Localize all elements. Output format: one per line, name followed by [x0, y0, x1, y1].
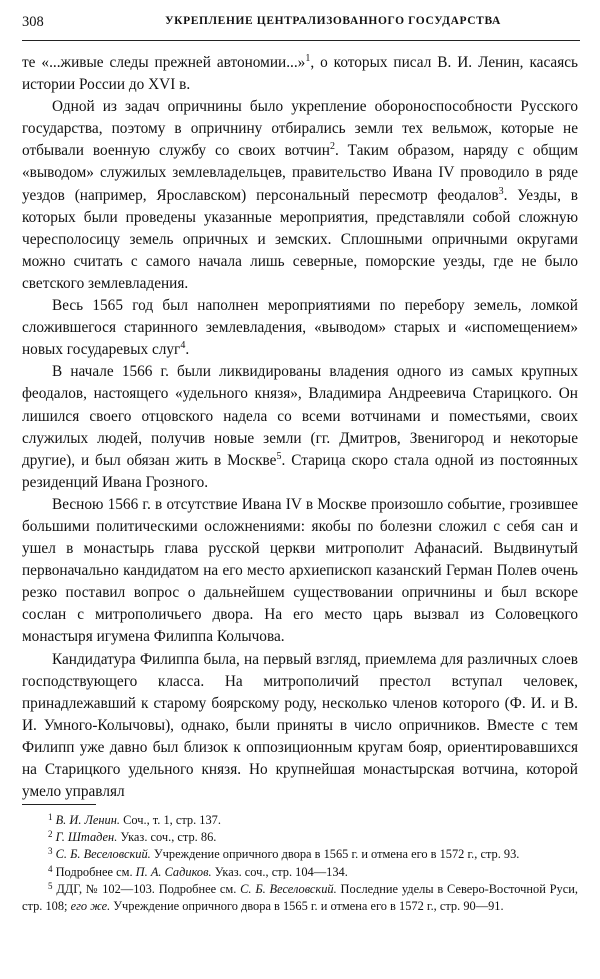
paragraph: Одной из задач опричнины было укрепление обороноспособности Русского государства, поэтому в опричнину отбирались земли тех вельмож, которые не отбывали военную службу со своих вотчин$^2$. Таким образом, наряду с общим «выводом» служилых землевладельцев, правительство Ивана IV проводило в ряде уездов (например, Ярославском) персональный пересмотр феодалов$^3$. Уезды, в которых были проведены указанные мероприятия, представляли собой сложную чересполосицу земель опричных и земских. Сплошными опричными округами можно считать с самого начала лишь северные, поморские уезды, где не было светского землевладения.: [22, 98, 579, 292]
footnote: $^1$ В. И. Ленин. Соч., т. 1, стр. 137.: [48, 812, 221, 827]
footnote-author: С. Б. Веселовский.: [240, 881, 337, 896]
header-rule: [22, 40, 580, 41]
footnote-ref: 1: [305, 53, 311, 64]
paragraph: В начале 1566 г. были ликвидированы владения одного из самых крупных феодалов, настоящего «удельного князя», Владимира Андреевича Старицкого. Он лишился своего отцовского надела со всеми вотчинами и поместьями, своих служилых людей, получив новые земли (гг. Дмитров, Звенигород и некоторые другие), и был обязан жить в Москве$^5$. Старица скоро стала одной из постоянных резиденций Ивана Грозного.: [22, 363, 579, 491]
running-title: УКРЕПЛЕНИЕ ЦЕНТРАЛИЗОВАННОГО ГОСУДАРСТВА: [165, 15, 501, 27]
paragraph: те «...живые следы прежней автономии...»$^1$, о которых писал В. И. Ленин, касаясь истории России до XVI в.: [22, 53, 579, 94]
main-text: [22, 52, 578, 803]
paragraph: Весною 1566 г. в отсутствие Ивана IV в Москве произошло событие, грозившее большими политическими осложнениями: якобы по болезни сложил с себя сан и ушел в монастырь глава русской церкви митрополит Афанасий. Выдвинутый первоначально кандидатом на его место архиепископ казанский Герман Полев очень резко поставил вопрос о дальнейшем существовании опричнины и был вскоре сослан с митрополичьего двора. На его место царь вызвал из Соловецкого монастыря игумена Филиппа Колычова.: [22, 495, 578, 646]
footnote-author: Г. Штаден.: [55, 830, 118, 845]
footnote-author: его же.: [70, 899, 111, 914]
footnote-rule: [22, 804, 96, 805]
footnote: $^4$ Подробнее см. П. А. Садиков. Указ. соч., стр. 104—134.: [48, 863, 348, 879]
paragraph: Кандидатура Филиппа была, на первый взгляд, приемлема для различных слоев господствующего класса. На митрополичий престол вступал человек, принадлежавший к старому боярскому роду, несколько членов которого (Ф. И. и В. И. Умного-Колычовы), однако, были приняты в число опричников. Вместе с тем Филипп уже давно был близок к оппозиционным кругам бояр, ориентировавшихся на Старицкого удельного князя. Но крупнейшая монастырская вотчина, которой умело управлял: [22, 650, 578, 801]
footnote-ref: 4: [180, 340, 186, 352]
footnote-ref: 3: [498, 185, 504, 197]
footnote-author: С. Б. Веселовский.: [55, 847, 151, 862]
page-header: [22, 14, 578, 40]
footnote-author: В. И. Ленин.: [55, 813, 120, 827]
footnote-ref: 5: [276, 450, 282, 462]
footnote: $^3$ С. Б. Веселовский. Учреждение опричного двора в 1565 г. и отмена его в 1572 г., стр. 93.: [48, 846, 520, 862]
paragraph: Весь 1565 год был наполнен мероприятиями по перебору земель, ломкой сложившегося старинного землевладения, «выводом» старых и «испомещением» новых государевых слуг$^4$.: [22, 297, 578, 359]
footnote: $^2$ Г. Штаден. Указ. соч., стр. 86.: [48, 829, 217, 845]
footnote-author: П. А. Садиков.: [135, 864, 212, 879]
page-number: 308: [22, 14, 44, 30]
footnote: $^5$ ДДГ, № 102—103. Подробнее см. С. Б. Веселовский. Последние уделы в Северо-Восточной Руси, стр. 108; его же. Учреждение опричного двора в 1565 г. и отмена его в 1572 г., стр. 90—91.: [22, 880, 578, 914]
footnote-ref: 2: [329, 141, 335, 153]
footnotes: [22, 812, 578, 915]
